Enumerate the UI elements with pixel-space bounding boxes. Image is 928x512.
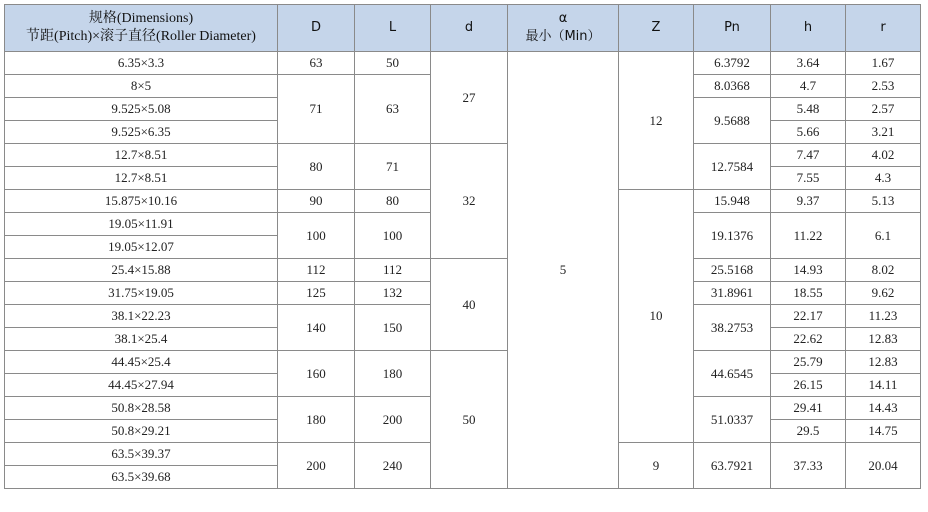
cell-r: 14.75 (846, 420, 921, 443)
cell-Z: 10 (619, 190, 694, 443)
header-Z: Z (619, 5, 694, 52)
cell-r: 12.83 (846, 351, 921, 374)
cell-d: 50 (431, 351, 508, 489)
cell-alpha: 5 (508, 52, 619, 489)
cell-Pn: 31.8961 (694, 282, 771, 305)
header-h: h (771, 5, 846, 52)
cell-r: 1.67 (846, 52, 921, 75)
cell-L: 180 (355, 351, 431, 397)
cell-h: 26.15 (771, 374, 846, 397)
table-row (5, 52, 921, 75)
header-Pn: Pn (694, 5, 771, 52)
cell-h: 4.7 (771, 75, 846, 98)
cell-h: 7.55 (771, 167, 846, 190)
cell-r: 4.3 (846, 167, 921, 190)
cell-spec: 50.8×28.58 (5, 397, 278, 420)
cell-d: 40 (431, 259, 508, 351)
cell-Pn: 9.5688 (694, 98, 771, 144)
cell-spec: 9.525×6.35 (5, 121, 278, 144)
cell-D: 90 (278, 190, 355, 213)
cell-L: 100 (355, 213, 431, 259)
cell-spec: 63.5×39.68 (5, 466, 278, 489)
cell-Pn: 51.0337 (694, 397, 771, 443)
cell-Pn: 19.1376 (694, 213, 771, 259)
cell-L: 50 (355, 52, 431, 75)
cell-D: 63 (278, 52, 355, 75)
cell-Pn: 15.948 (694, 190, 771, 213)
cell-spec: 8×5 (5, 75, 278, 98)
cell-r: 2.53 (846, 75, 921, 98)
cell-r: 3.21 (846, 121, 921, 144)
cell-r: 20.04 (846, 443, 921, 489)
cell-h: 22.62 (771, 328, 846, 351)
cell-Pn: 12.7584 (694, 144, 771, 190)
cell-L: 63 (355, 75, 431, 144)
cell-L: 200 (355, 397, 431, 443)
table-row (5, 259, 921, 282)
cell-h: 7.47 (771, 144, 846, 167)
cell-d: 27 (431, 52, 508, 144)
cell-L: 71 (355, 144, 431, 190)
cell-r: 2.57 (846, 98, 921, 121)
cell-Pn: 6.3792 (694, 52, 771, 75)
cell-d: 32 (431, 144, 508, 259)
cell-Z: 9 (619, 443, 694, 489)
cell-D: 160 (278, 351, 355, 397)
cell-spec: 50.8×29.21 (5, 420, 278, 443)
cell-h: 3.64 (771, 52, 846, 75)
cell-r: 12.83 (846, 328, 921, 351)
header-d: d (431, 5, 508, 52)
cell-spec: 9.525×5.08 (5, 98, 278, 121)
cell-L: 112 (355, 259, 431, 282)
cell-spec: 19.05×11.91 (5, 213, 278, 236)
cell-r: 9.62 (846, 282, 921, 305)
cell-D: 180 (278, 397, 355, 443)
cell-spec: 44.45×27.94 (5, 374, 278, 397)
cell-L: 240 (355, 443, 431, 489)
cell-D: 200 (278, 443, 355, 489)
cell-spec: 44.45×25.4 (5, 351, 278, 374)
cell-h: 22.17 (771, 305, 846, 328)
cell-Pn: 25.5168 (694, 259, 771, 282)
cell-h: 14.93 (771, 259, 846, 282)
cell-spec: 6.35×3.3 (5, 52, 278, 75)
cell-h: 11.22 (771, 213, 846, 259)
cell-D: 100 (278, 213, 355, 259)
header-r: r (846, 5, 921, 52)
cell-spec: 15.875×10.16 (5, 190, 278, 213)
cell-D: 140 (278, 305, 355, 351)
cell-spec: 31.75×19.05 (5, 282, 278, 305)
cell-spec: 12.7×8.51 (5, 167, 278, 190)
cell-L: 80 (355, 190, 431, 213)
header-D: D (278, 5, 355, 52)
cell-r: 11.23 (846, 305, 921, 328)
header-alpha (508, 5, 619, 52)
cell-r: 6.1 (846, 213, 921, 259)
cell-Pn: 63.7921 (694, 443, 771, 489)
cell-L: 132 (355, 282, 431, 305)
cell-spec: 12.7×8.51 (5, 144, 278, 167)
header-alpha-line1: α (558, 11, 568, 26)
cell-h: 5.66 (771, 121, 846, 144)
cell-h: 18.55 (771, 282, 846, 305)
cell-h: 29.5 (771, 420, 846, 443)
cell-r: 5.13 (846, 190, 921, 213)
cell-h: 9.37 (771, 190, 846, 213)
cell-D: 80 (278, 144, 355, 190)
spec-table (4, 4, 921, 489)
cell-D: 112 (278, 259, 355, 282)
header-row (5, 5, 921, 52)
header-spec-line1: 规格(Dimensions) (88, 11, 194, 26)
cell-spec: 38.1×22.23 (5, 305, 278, 328)
header-spec (5, 5, 278, 52)
cell-h: 37.33 (771, 443, 846, 489)
cell-Pn: 44.6545 (694, 351, 771, 397)
header-alpha-line2: 最小（Min） (525, 29, 601, 44)
cell-Pn: 38.2753 (694, 305, 771, 351)
header-spec-line2: 节距(Pitch)×滚子直径(Roller Diameter) (26, 29, 256, 44)
cell-D: 71 (278, 75, 355, 144)
cell-r: 14.11 (846, 374, 921, 397)
cell-r: 14.43 (846, 397, 921, 420)
cell-h: 25.79 (771, 351, 846, 374)
header-L: L (355, 5, 431, 52)
cell-spec: 19.05×12.07 (5, 236, 278, 259)
cell-r: 4.02 (846, 144, 921, 167)
cell-Pn: 8.0368 (694, 75, 771, 98)
cell-h: 29.41 (771, 397, 846, 420)
cell-h: 5.48 (771, 98, 846, 121)
table-row (5, 351, 921, 374)
cell-D: 125 (278, 282, 355, 305)
cell-Z: 12 (619, 52, 694, 190)
cell-L: 150 (355, 305, 431, 351)
cell-spec: 25.4×15.88 (5, 259, 278, 282)
table-row (5, 144, 921, 167)
cell-spec: 38.1×25.4 (5, 328, 278, 351)
cell-r: 8.02 (846, 259, 921, 282)
cell-spec: 63.5×39.37 (5, 443, 278, 466)
